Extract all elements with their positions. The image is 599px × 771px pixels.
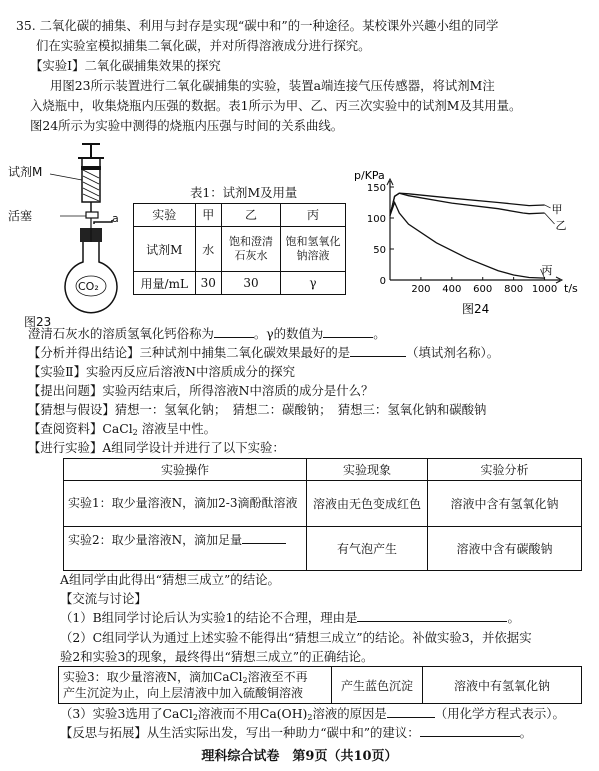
y-axis-label: p/KPa	[354, 169, 385, 182]
question-line	[60, 610, 520, 626]
table-header: 丙	[281, 204, 346, 227]
table-header: 实验	[134, 204, 196, 227]
reagent-label: 试剂M	[8, 165, 43, 179]
question-line	[28, 421, 216, 437]
line-text: 【查阅资料】CaCl	[28, 421, 133, 436]
line-text: （填试剂名称）。	[406, 345, 500, 360]
series-label: 丙	[541, 264, 553, 278]
table-cell: 有气泡产生	[307, 527, 428, 571]
answer-blank[interactable]	[387, 706, 435, 718]
cell-text: 实验3：取少量溶液N，滴加CaCl	[63, 670, 243, 684]
pressure-time-chart	[350, 165, 595, 320]
table-cell: 溶液中含有碳酸钠	[428, 527, 582, 571]
question-line	[60, 706, 565, 722]
question-line: 35. 二氧化碳的捕集、利用与封存是实现“碳中和”的一种途径。某校课外兴趣小组的同学	[16, 18, 499, 33]
line-text: 澄清石灰水的溶质氢氧化钙俗称为	[28, 326, 214, 341]
table-header: 甲	[195, 204, 221, 227]
question-line: 【进行实验】A组同学设计并进行了以下实验：	[28, 440, 285, 455]
y-tick-label: 50	[373, 245, 386, 256]
answer-blank[interactable]	[420, 725, 520, 737]
reagent-table	[133, 203, 346, 295]
question-line	[28, 345, 499, 361]
question-line: 验2和实验3的现象，最终得出“猜想三成立”的正确结论。	[60, 649, 374, 664]
table-cell	[64, 527, 307, 571]
table-cell: 溶液中含有氢氧化钠	[428, 481, 582, 527]
line-text: 。	[507, 610, 520, 625]
paragraph-line: 入烧瓶中，收集烧瓶内压强的数据。表1所示为甲、乙、丙三次实验中的试剂M及其用量。	[30, 98, 522, 113]
line-text: 。	[373, 326, 386, 341]
table-cell: 用量/mL	[134, 272, 196, 295]
series-line	[390, 203, 545, 279]
section-heading: 【实验Ⅱ】实验丙反应后溶液N中溶质成分的探究	[28, 364, 296, 379]
table-header: 实验现象	[307, 459, 428, 481]
question-line: A组同学由此得出“猜想三成立”的结论。	[60, 572, 280, 587]
series-label: 乙	[555, 219, 567, 233]
series-leader	[545, 205, 551, 208]
table-cell: 产生蓝色沉淀	[332, 667, 423, 704]
table-cell: 实验1：取少量溶液N，滴加2-3滴酚酞溶液	[64, 481, 307, 527]
cell-text: 产生沉淀为止，向上层清液中加入硫酸铜溶液	[63, 686, 304, 700]
subscript: 2	[132, 428, 138, 437]
line-text: 。	[519, 725, 532, 740]
table-title: 表1：试剂M及用量	[190, 185, 298, 200]
table-header: 实验分析	[428, 459, 582, 481]
table-header: 实验操作	[64, 459, 307, 481]
cell-text: 实验2：取少量溶液N，滴加足量	[68, 533, 243, 547]
x-tick-label: 800	[504, 284, 524, 295]
question-line	[28, 326, 386, 342]
table-cell: 饱和氢氧化钠溶液	[281, 226, 346, 272]
table-cell: γ	[281, 272, 346, 295]
line-text: （1）B组同学讨论后认为实验1的结论不合理，理由是	[60, 610, 358, 625]
table-cell: 溶液中有氢氧化钠	[423, 667, 582, 704]
experiment3-table	[58, 666, 582, 704]
answer-blank[interactable]	[323, 326, 373, 338]
x-tick-label: 200	[411, 284, 431, 295]
line-text: （3）实验3选用了CaCl	[60, 706, 193, 721]
line-text: 溶液而不用Ca(OH)	[197, 706, 308, 721]
subscript: 2	[307, 713, 313, 722]
a-label: a	[112, 212, 119, 225]
valve-label: 活塞	[8, 209, 33, 223]
question-line: 【猜想与假设】猜想一：氢氧化钠； 猜想二：碳酸钠； 猜想三：氢氧化钠和碳酸钠	[28, 402, 487, 417]
y-tick-label: 0	[379, 276, 386, 287]
question-line: 们在实验室模拟捕集二氧化碳，并对所得溶液成分进行探究。	[36, 38, 371, 53]
figure-caption: 图23	[24, 315, 52, 329]
question-line	[60, 725, 532, 741]
line-text: 【分析并得出结论】三种试剂中捕集二氧化碳效果最好的是	[28, 345, 351, 360]
line-text: （用化学方程式表示）。	[434, 706, 565, 721]
line-text: 【反思与拓展】从生活实际出发，写出一种助力“碳中和”的建议：	[60, 725, 420, 740]
y-tick-label: 100	[366, 214, 386, 225]
figure-caption: 图24	[462, 302, 490, 316]
cell-text: 溶液至不再	[247, 670, 308, 684]
question-line: （2）C组同学认为通过上述实验不能得出“猜想三成立”的结论。补做实验3，并依据实	[60, 630, 532, 645]
paragraph-line: 用图23所示装置进行二氧化碳捕集的实验，装置a端连接气压传感器，将试剂M注	[50, 78, 495, 93]
line-text: 溶液呈中性。	[137, 421, 217, 436]
table-cell: 溶液由无色变成红色	[307, 481, 428, 527]
answer-blank[interactable]	[357, 610, 507, 622]
table-header: 乙	[222, 204, 281, 227]
x-tick-label: 400	[442, 284, 462, 295]
table-cell: 试剂M	[134, 226, 196, 272]
paragraph-line: 图24所示为实验中测得的烧瓶内压强与时间的关系曲线。	[30, 118, 344, 133]
experiment-table	[63, 458, 582, 571]
answer-blank[interactable]	[214, 326, 254, 338]
table-cell	[59, 667, 332, 704]
line-text: 。γ的数值为	[253, 326, 324, 341]
subscript: 2	[192, 713, 198, 722]
answer-blank[interactable]	[242, 532, 286, 544]
table-cell: 30	[222, 272, 281, 295]
x-tick-label: 600	[473, 284, 493, 295]
y-tick-label: 150	[366, 183, 386, 194]
line-text: 溶液的原因是	[312, 706, 387, 721]
table-cell: 水	[195, 226, 221, 272]
subscript: 2	[242, 676, 248, 685]
section-heading: 【交流与讨论】	[60, 591, 147, 606]
table-cell: 饱和澄清石灰水	[222, 226, 281, 272]
section-heading: 【实验Ⅰ】二氧化碳捕集效果的探究	[30, 58, 221, 73]
x-tick-label: 1000	[531, 284, 558, 295]
x-axis-label: t/s	[564, 282, 578, 295]
question-line: 【提出问题】实验丙结束后，所得溶液N中溶质的成分是什么？	[28, 383, 374, 398]
answer-blank[interactable]	[350, 345, 406, 357]
series-label: 甲	[551, 202, 563, 216]
flask-co2-label: CO₂	[78, 280, 99, 293]
table-cell: 30	[195, 272, 221, 295]
page-footer: 理科综合试卷 第9页（共10页）	[201, 749, 398, 764]
